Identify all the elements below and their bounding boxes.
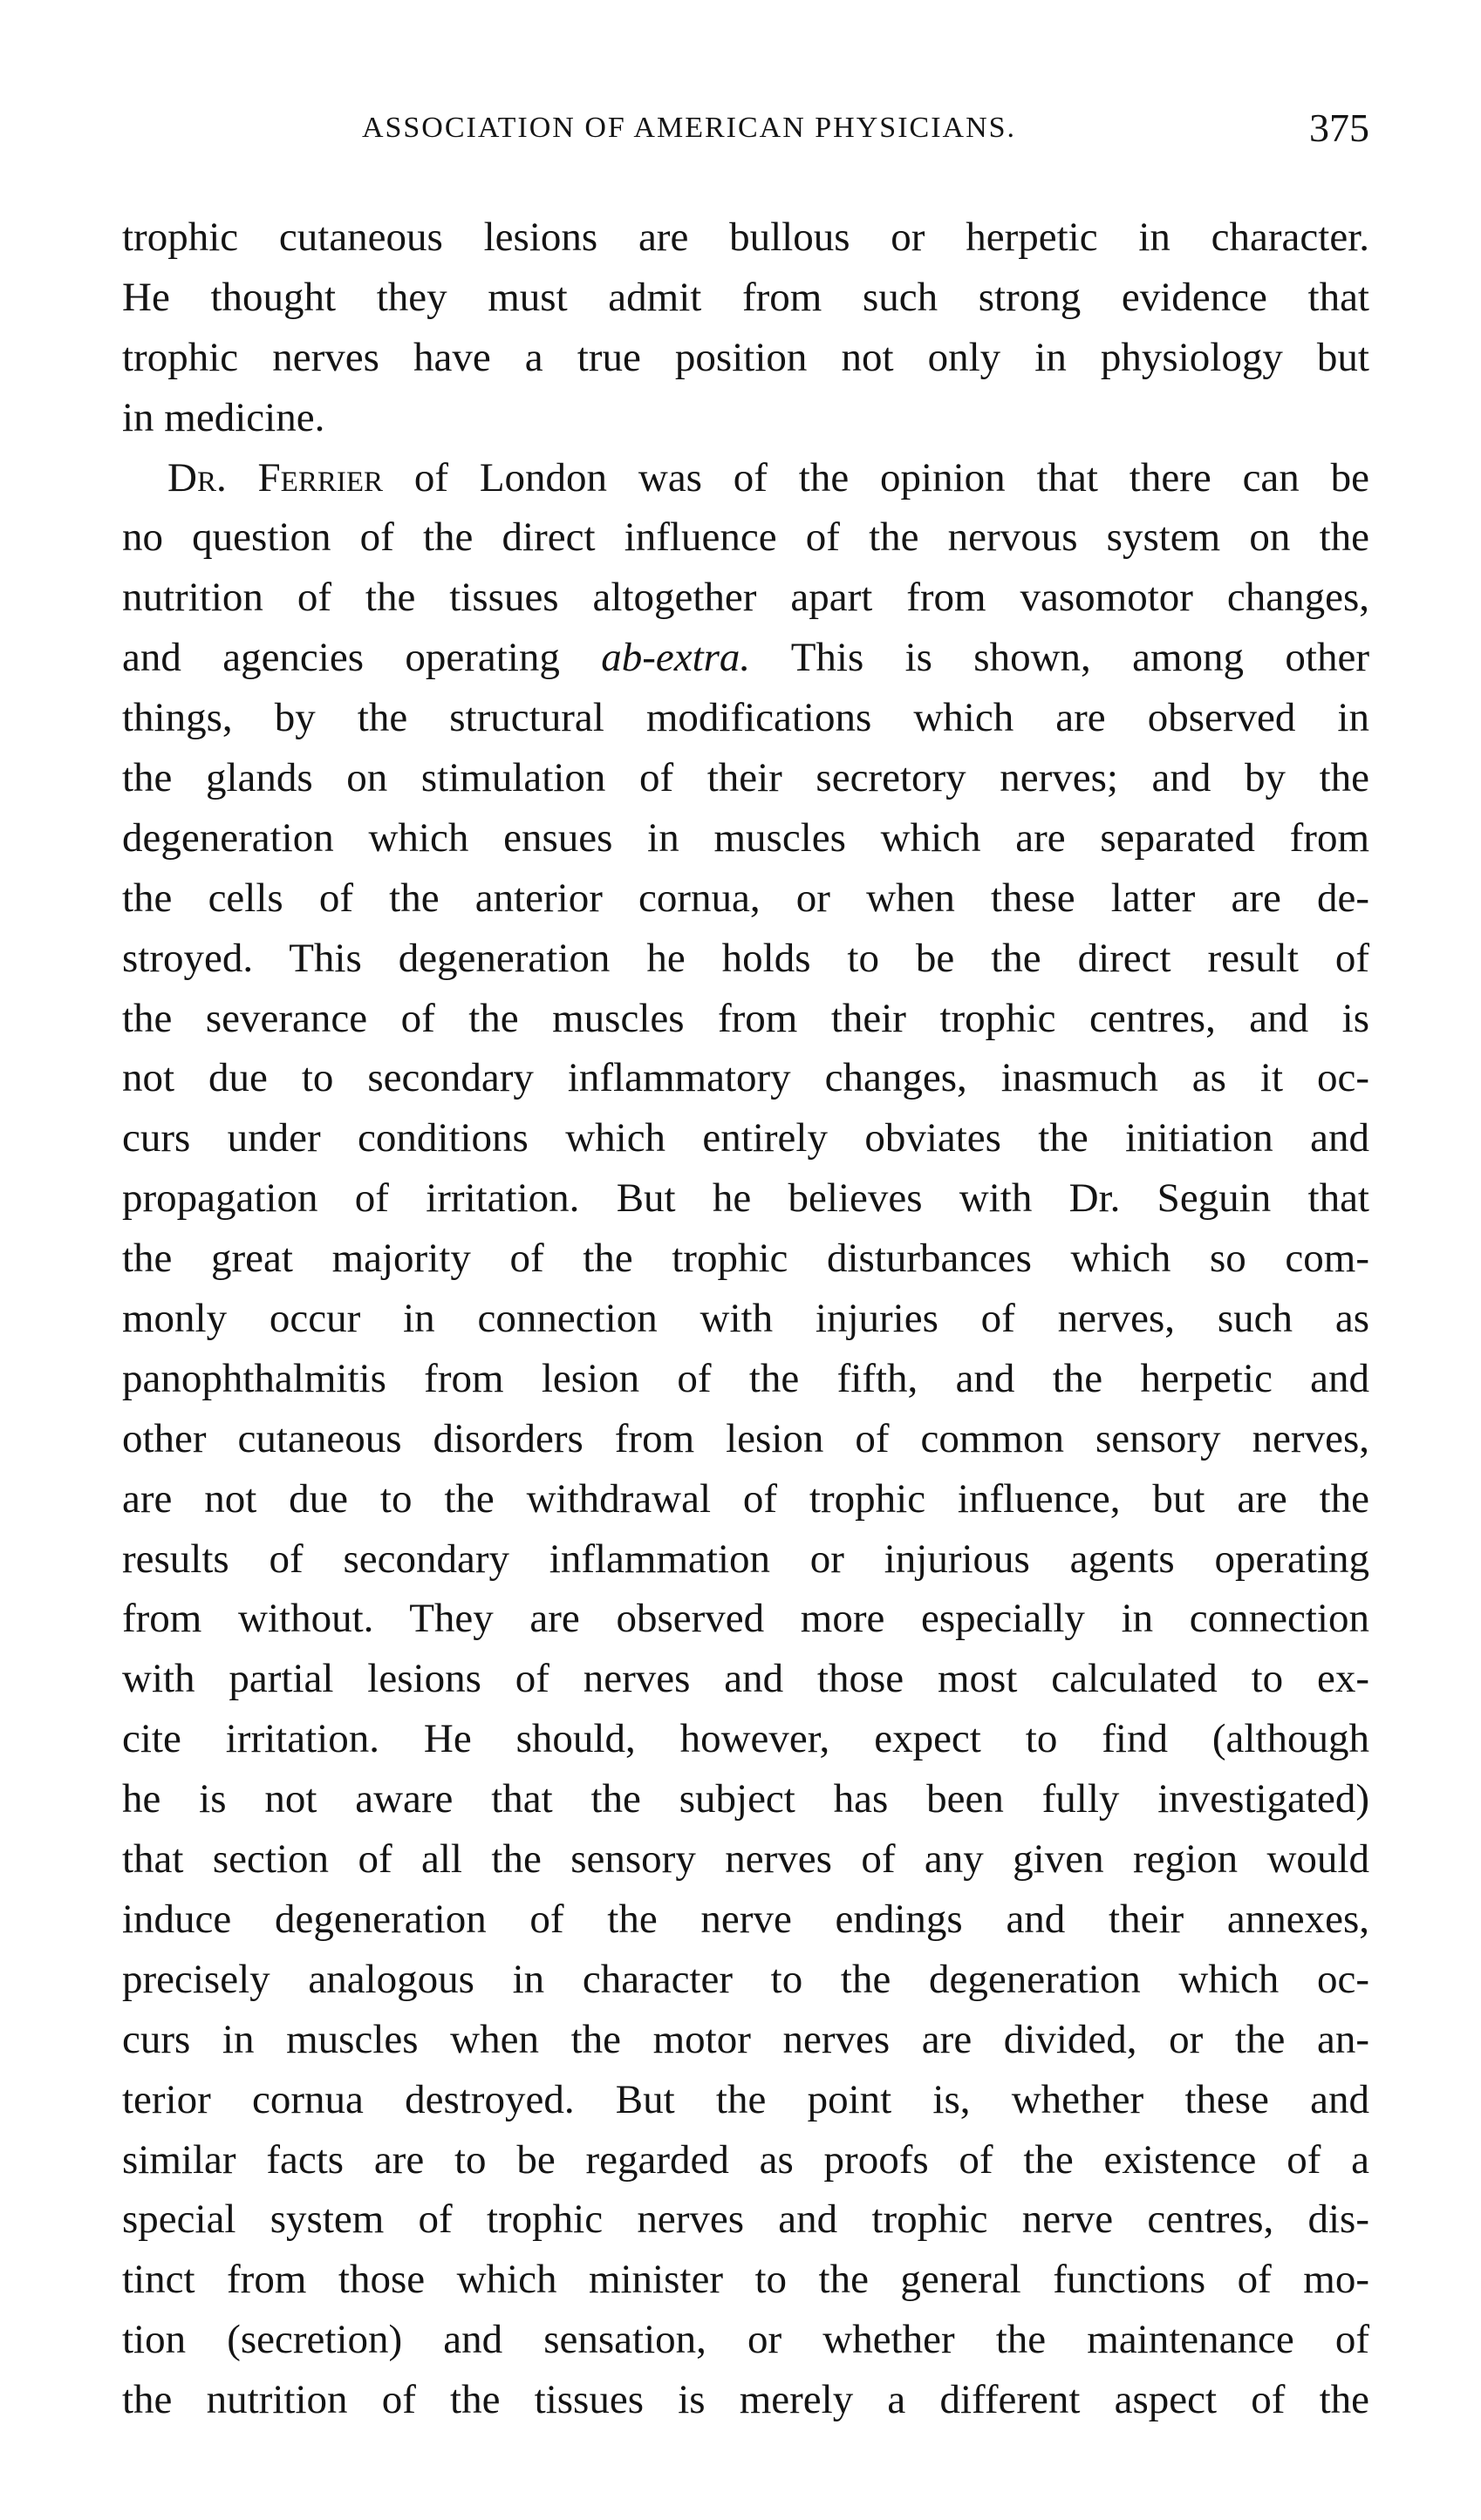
text-line: the cells of the anterior cornua, or when these latter are de-	[122, 875, 1369, 921]
text-line: tion (secretion) and sensation, or whether the maintenance of	[122, 2317, 1369, 2363]
text-line: tinct from those which minister to the general functions of mo-	[122, 2257, 1369, 2303]
text-line: other cutaneous disorders from lesion of common sensory nerves,	[122, 1415, 1369, 1461]
text-span: This is shown, among other	[750, 635, 1369, 681]
text-line: trophic nerves have a true position not only in physiology but	[122, 334, 1369, 380]
text-line: no question of the direct influence of the nervous system on the	[122, 514, 1369, 561]
text-line: that section of all the sensory nerves of any given region would	[122, 1836, 1369, 1883]
text-line: in medicine.	[122, 394, 325, 440]
text-line: with partial lesions of nerves and those most calculated to ex-	[122, 1656, 1369, 1702]
text-line: are not due to the withdrawal of trophic influence, but are the	[122, 1475, 1369, 1522]
italic-phrase: ab-extra.	[601, 635, 751, 681]
text-line: cite irritation. He should, however, expect to find (although	[122, 1716, 1369, 1762]
text-line	[122, 448, 1369, 508]
text-line: curs in muscles when the motor nerves are divided, or the an-	[122, 2016, 1369, 2062]
text-line: similar facts are to be regarded as proofs of the existence of a	[122, 2136, 1369, 2183]
text-line: stroyed. This degeneration he holds to be the direct result of	[122, 935, 1369, 981]
text-line: the glands on stimulation of their secretory nerves; and by the	[122, 755, 1369, 801]
text-line: from without. They are observed more especially in connection	[122, 1596, 1369, 1642]
running-title: ASSOCIATION OF AMERICAN PHYSICIANS.	[361, 112, 1017, 144]
text-line: propagation of irritation. But he believes with Dr. Seguin that	[122, 1175, 1369, 1222]
text-line: terior cornua destroyed. But the point is, whether these and	[122, 2076, 1369, 2122]
text-line	[122, 628, 1369, 688]
text-span: and agencies operating	[122, 635, 602, 681]
text-line: he is not aware that the subject has been fully investigated)	[122, 1776, 1369, 1822]
text-line: panophthalmitis from lesion of the fifth, and the herpetic and	[122, 1355, 1369, 1401]
text-line: things, by the structural modifications which are observed in	[122, 695, 1369, 741]
text-line: He thought they must admit from such strong evidence that	[122, 274, 1369, 320]
text-line: the severance of the muscles from their trophic centres, and is	[122, 995, 1369, 1041]
text-line: results of secondary inflammation or injurious agents operating	[122, 1536, 1369, 1582]
speaker-name: Dr. Ferrier	[167, 454, 384, 501]
text-line: induce degeneration of the nerve endings and their annexes,	[122, 1896, 1369, 1942]
page-number: 375	[1309, 106, 1369, 150]
text-line: trophic cutaneous lesions are bullous or herpetic in character.	[122, 215, 1369, 260]
text-line: special system of trophic nerves and trophic nerve centres, dis-	[122, 2196, 1369, 2243]
text-line: not due to secondary inflammatory changes, inasmuch as it oc-	[122, 1055, 1369, 1101]
text-line: the great majority of the trophic disturbances which so com-	[122, 1236, 1369, 1282]
text-line: the nutrition of the tissues is merely a different aspect of the	[122, 2377, 1369, 2423]
text-span: of London was of the opinion that there can be	[383, 454, 1369, 501]
running-head	[122, 106, 1369, 164]
text-line: curs under conditions which entirely obviates the initiation and	[122, 1115, 1369, 1161]
body-text	[122, 208, 1369, 2430]
text-line: monly occur in connection with injuries of nerves, such as	[122, 1296, 1369, 1342]
text-line: nutrition of the tissues altogether apart from vasomotor changes,	[122, 575, 1369, 621]
text-line: degeneration which ensues in muscles which are separated from	[122, 814, 1369, 861]
text-line: precisely analogous in character to the degeneration which oc-	[122, 1956, 1369, 2002]
